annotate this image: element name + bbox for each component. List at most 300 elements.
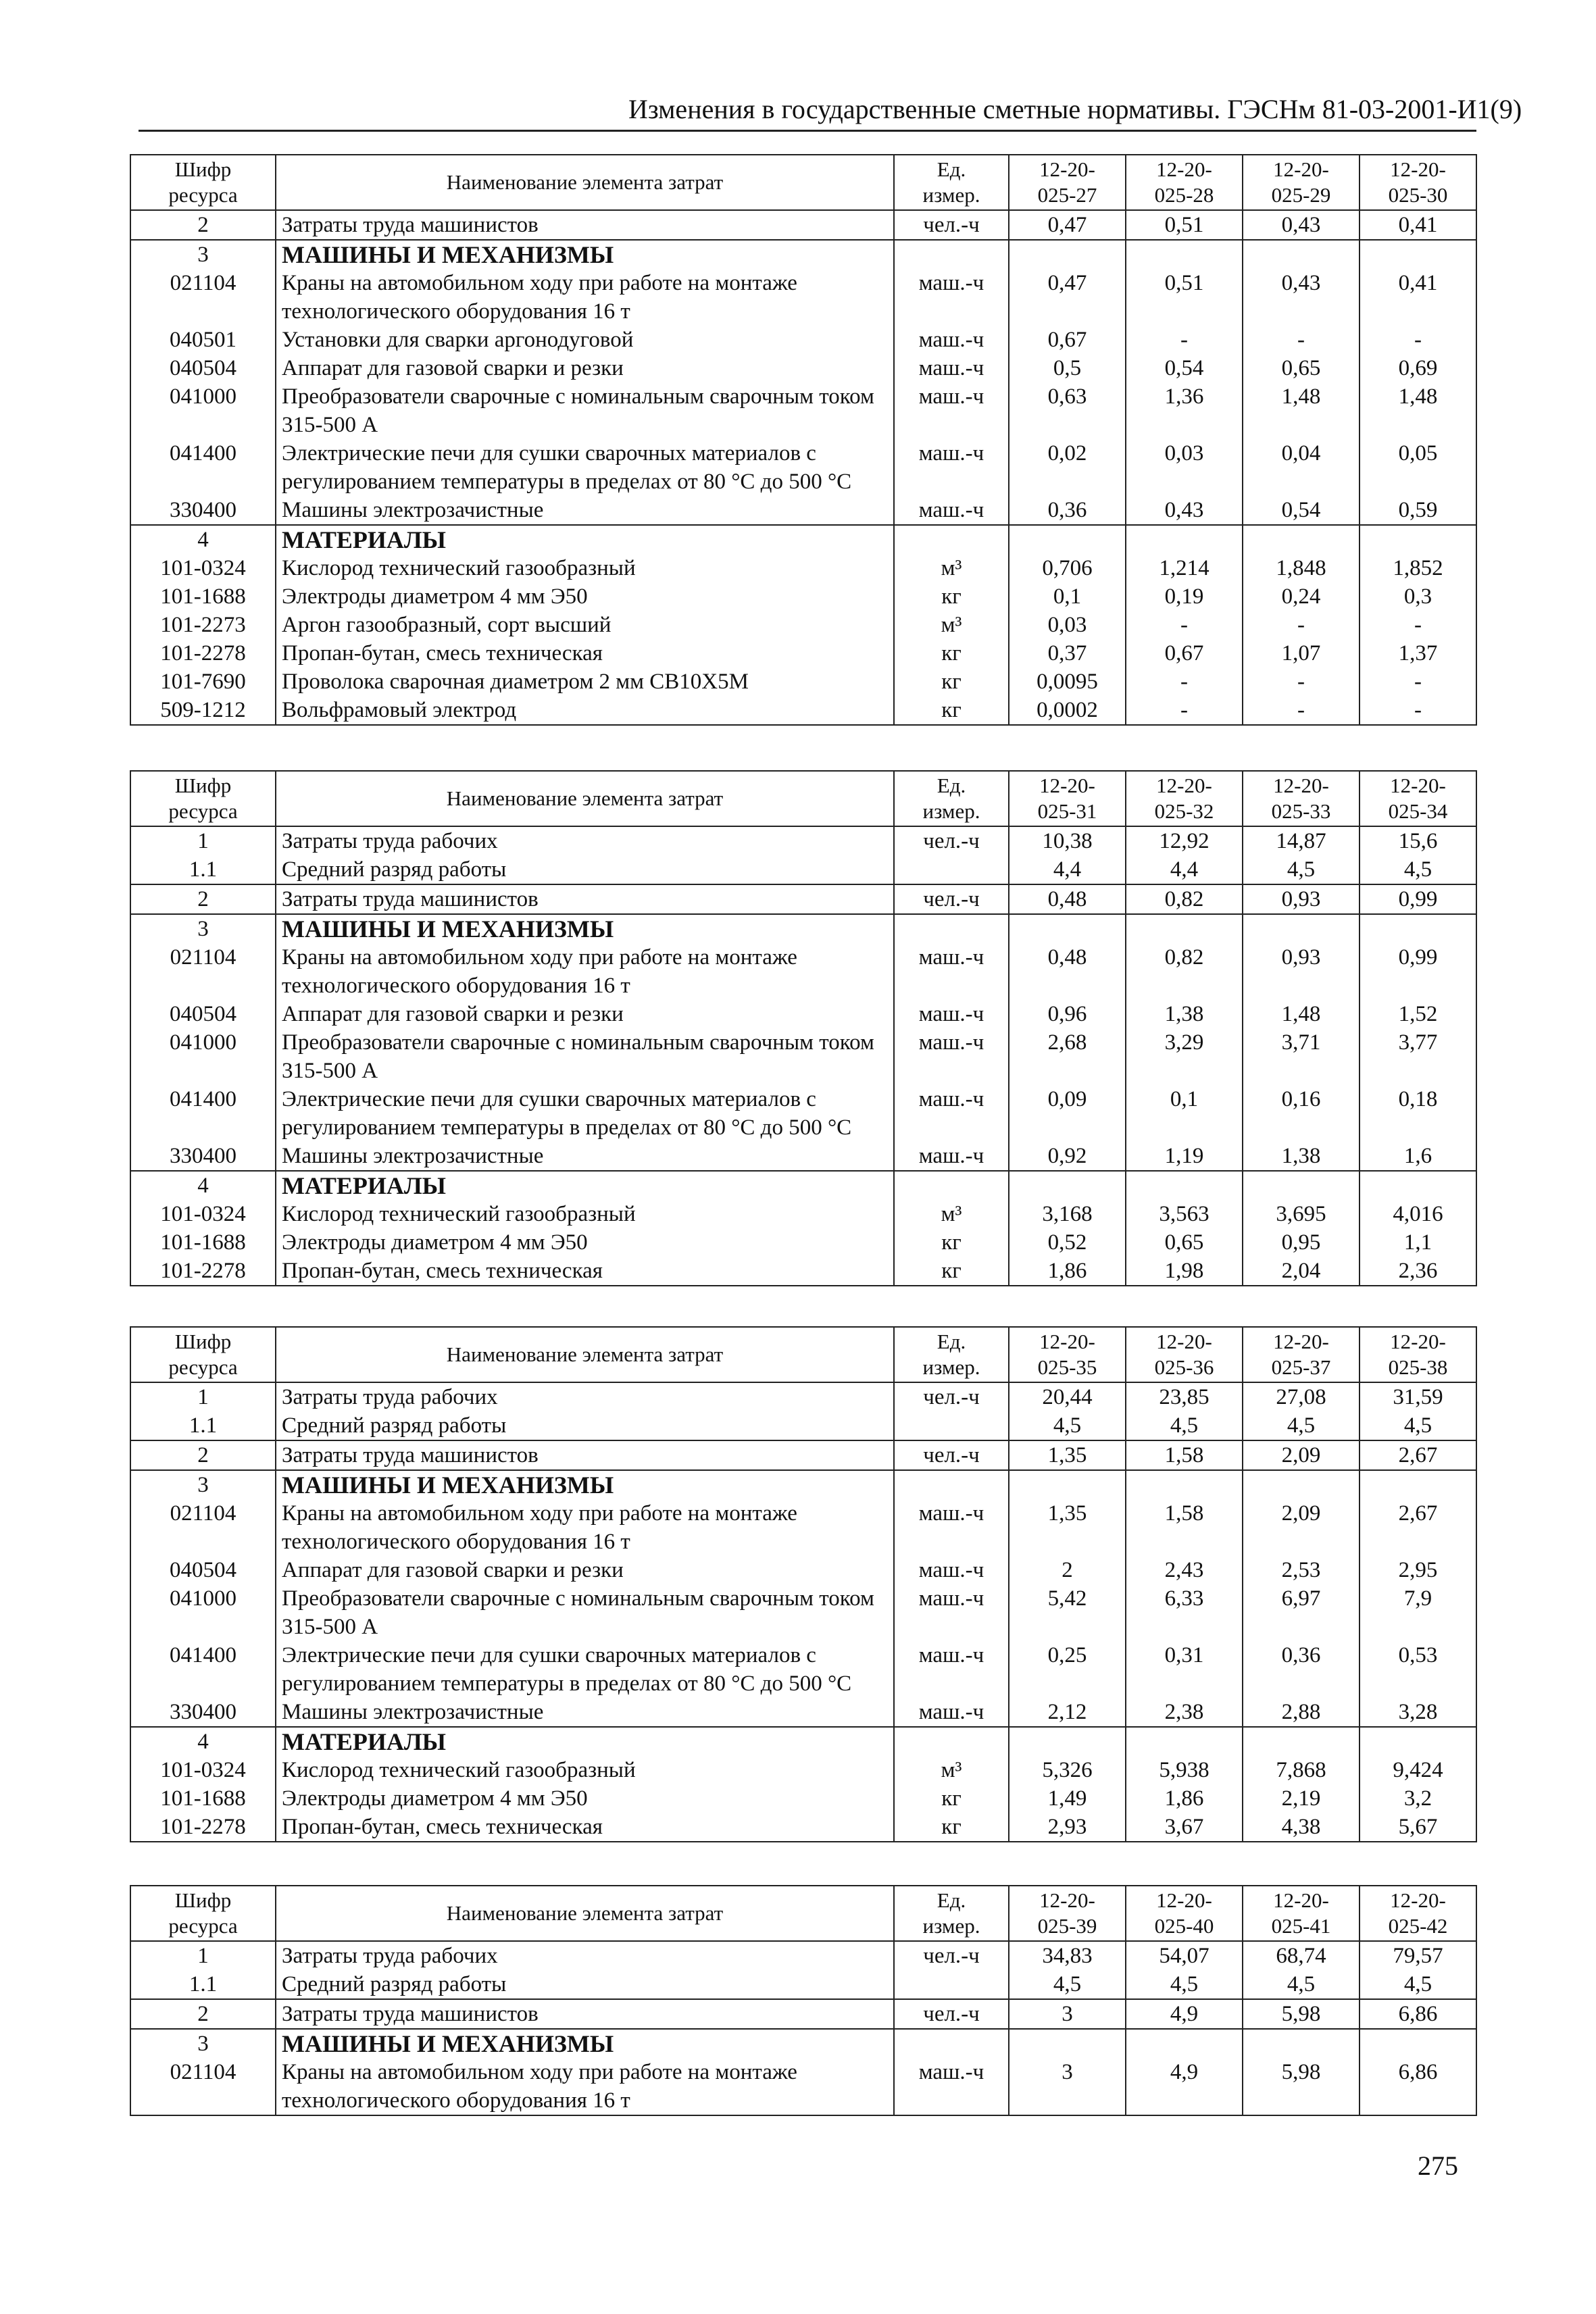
norm-value: 3,67 xyxy=(1126,1813,1243,1842)
norm-value xyxy=(1126,525,1243,554)
header-norm-code xyxy=(1126,155,1243,210)
resource-code: 1 xyxy=(130,826,276,855)
norm-value: 0,82 xyxy=(1126,943,1243,1000)
norm-value: 2,09 xyxy=(1243,1499,1360,1556)
norm-value: 3,563 xyxy=(1126,1200,1243,1228)
resource-code: 330400 xyxy=(130,1698,276,1727)
norm-value: 1,07 xyxy=(1243,639,1360,668)
resource-code: 021104 xyxy=(130,943,276,1000)
table-row xyxy=(130,439,1476,496)
norm-value: 0,0002 xyxy=(1009,696,1126,725)
resource-name: Затраты труда рабочих xyxy=(276,826,894,855)
table-row xyxy=(130,1440,1476,1470)
table-row xyxy=(130,382,1476,439)
resource-unit: маш.-ч xyxy=(894,1499,1009,1556)
resource-unit xyxy=(894,2029,1009,2058)
resource-name: Электрические печи для сушки сварочных материалов с регулированием температуры в пределах от 80 °С до 500 °С xyxy=(276,1641,894,1698)
table-row xyxy=(130,1584,1476,1641)
resource-unit: маш.-ч xyxy=(894,1698,1009,1727)
resource-code: 101-2278 xyxy=(130,639,276,668)
page-number: 275 xyxy=(1418,2150,1458,2181)
norm-value: 2,93 xyxy=(1009,1813,1126,1842)
resource-unit: маш.-ч xyxy=(894,1028,1009,1085)
header-norm-line: 12-20- xyxy=(1390,1330,1446,1353)
resource-name: Кислород технический газообразный xyxy=(276,554,894,582)
resource-code: 4 xyxy=(130,1727,276,1756)
resource-code: 1.1 xyxy=(130,1970,276,1999)
header-rule xyxy=(139,130,1476,132)
norm-value: 1,35 xyxy=(1009,1499,1126,1556)
table-row xyxy=(130,1000,1476,1028)
header-norm-code xyxy=(1360,1886,1476,1941)
resource-code: 4 xyxy=(130,525,276,554)
resource-name: Средний разряд работы xyxy=(276,1411,894,1440)
resource-unit: чел.-ч xyxy=(894,826,1009,855)
resource-name: Кислород технический газообразный xyxy=(276,1756,894,1784)
header-norm-code xyxy=(1009,1327,1126,1382)
norm-value: 1,848 xyxy=(1243,554,1360,582)
norm-value: 7,868 xyxy=(1243,1756,1360,1784)
resource-code: 509-1212 xyxy=(130,696,276,725)
resource-name: МАШИНЫ И МЕХАНИЗМЫ xyxy=(276,240,894,269)
norm-value: 0,1 xyxy=(1126,1085,1243,1142)
norm-value: 2,38 xyxy=(1126,1698,1243,1727)
norm-value: 4,4 xyxy=(1009,855,1126,884)
resource-name: МАТЕРИАЛЫ xyxy=(276,1727,894,1756)
norm-value xyxy=(1243,1727,1360,1756)
resource-unit: м³ xyxy=(894,554,1009,582)
norm-value: 4,5 xyxy=(1243,1970,1360,1999)
table-row xyxy=(130,1411,1476,1440)
norm-value: 9,424 xyxy=(1360,1756,1476,1784)
norm-value xyxy=(1009,1727,1126,1756)
header-norm-code xyxy=(1360,1327,1476,1382)
norm-value: 1,19 xyxy=(1126,1142,1243,1171)
norm-value xyxy=(1126,1727,1243,1756)
resource-unit: кг xyxy=(894,1228,1009,1257)
norm-value xyxy=(1009,525,1126,554)
resource-name: Машины электрозачистные xyxy=(276,1142,894,1171)
resource-name: Пропан-бутан, смесь техническая xyxy=(276,1813,894,1842)
header-norm-line: 025-28 xyxy=(1154,183,1214,207)
table-row xyxy=(130,826,1476,855)
resource-unit: чел.-ч xyxy=(894,1440,1009,1470)
header-unit xyxy=(894,771,1009,826)
table-row xyxy=(130,2058,1476,2115)
norm-value: 0,54 xyxy=(1126,354,1243,382)
resource-name: Установки для сварки аргонодуговой xyxy=(276,326,894,354)
resource-unit: кг xyxy=(894,1813,1009,1842)
header-norm-line: 025-30 xyxy=(1388,183,1448,207)
header-norm-line: 025-40 xyxy=(1154,1914,1214,1938)
header-name: Наименование элемента затрат xyxy=(276,1886,894,1941)
norm-value: 0,54 xyxy=(1243,496,1360,525)
resource-unit xyxy=(894,1470,1009,1499)
resource-code: 330400 xyxy=(130,1142,276,1171)
norm-value: 0,03 xyxy=(1126,439,1243,496)
norm-value: 2,67 xyxy=(1360,1499,1476,1556)
norm-value: 4,5 xyxy=(1126,1970,1243,1999)
table-header-row xyxy=(130,1327,1476,1382)
resource-unit: маш.-ч xyxy=(894,1085,1009,1142)
header-code xyxy=(130,771,276,826)
table-row xyxy=(130,496,1476,525)
resource-name: Аппарат для газовой сварки и резки xyxy=(276,354,894,382)
norm-value: 1,36 xyxy=(1126,382,1243,439)
resource-unit: кг xyxy=(894,1784,1009,1813)
table-row xyxy=(130,1970,1476,1999)
norm-value: 6,86 xyxy=(1360,2058,1476,2115)
norm-value: - xyxy=(1126,326,1243,354)
resource-unit: чел.-ч xyxy=(894,210,1009,240)
resource-name: Машины электрозачистные xyxy=(276,1698,894,1727)
resource-unit: кг xyxy=(894,668,1009,696)
resource-unit: маш.-ч xyxy=(894,269,1009,326)
norm-value: - xyxy=(1243,668,1360,696)
norm-value: 1,6 xyxy=(1360,1142,1476,1171)
resource-unit: маш.-ч xyxy=(894,943,1009,1000)
resource-unit xyxy=(894,240,1009,269)
resource-name: Затраты труда рабочих xyxy=(276,1382,894,1411)
norm-value: 0,48 xyxy=(1009,884,1126,914)
norm-value: 7,9 xyxy=(1360,1584,1476,1641)
header-norm-code xyxy=(1243,771,1360,826)
norm-value: - xyxy=(1126,611,1243,639)
table-row xyxy=(130,554,1476,582)
header-code xyxy=(130,155,276,210)
norm-value: 0,43 xyxy=(1243,210,1360,240)
norm-value: 0,36 xyxy=(1009,496,1126,525)
table-row xyxy=(130,1200,1476,1228)
resource-name: Электроды диаметром 4 мм Э50 xyxy=(276,1784,894,1813)
header-code xyxy=(130,1886,276,1941)
resource-code: 2 xyxy=(130,1999,276,2029)
norm-value: 0,67 xyxy=(1126,639,1243,668)
norm-value: 6,33 xyxy=(1126,1584,1243,1641)
resource-code: 040504 xyxy=(130,1556,276,1584)
table-row xyxy=(130,943,1476,1000)
resource-code: 101-0324 xyxy=(130,1756,276,1784)
header-norm-line: 025-42 xyxy=(1388,1914,1448,1938)
norm-value: 4,5 xyxy=(1126,1411,1243,1440)
resource-code: 021104 xyxy=(130,2058,276,2115)
resource-name: Аппарат для газовой сварки и резки xyxy=(276,1000,894,1028)
table-row xyxy=(130,1382,1476,1411)
resource-code: 101-0324 xyxy=(130,1200,276,1228)
norm-value: 0,31 xyxy=(1126,1641,1243,1698)
table-row xyxy=(130,1142,1476,1171)
norm-value: 0,51 xyxy=(1126,210,1243,240)
resource-code: 041000 xyxy=(130,382,276,439)
resource-unit xyxy=(894,1970,1009,1999)
norm-value: 0,41 xyxy=(1360,269,1476,326)
norm-value xyxy=(1009,1171,1126,1200)
norm-value: 3,29 xyxy=(1126,1028,1243,1085)
norm-value: 2,43 xyxy=(1126,1556,1243,1584)
header-unit-line: Ед. xyxy=(937,774,966,797)
resource-name: Затраты труда рабочих xyxy=(276,1941,894,1970)
table-row xyxy=(130,1556,1476,1584)
norm-value: 0,47 xyxy=(1009,210,1126,240)
table-row xyxy=(130,855,1476,884)
resource-name: МАШИНЫ И МЕХАНИЗМЫ xyxy=(276,1470,894,1499)
resource-unit: кг xyxy=(894,582,1009,611)
resource-unit: чел.-ч xyxy=(894,1382,1009,1411)
header-norm-line: 12-20- xyxy=(1273,1888,1329,1912)
resource-name: Затраты труда машинистов xyxy=(276,210,894,240)
resource-unit: кг xyxy=(894,1257,1009,1286)
norm-value: 1,49 xyxy=(1009,1784,1126,1813)
norm-value xyxy=(1360,1727,1476,1756)
norm-value: 0,96 xyxy=(1009,1000,1126,1028)
norm-value: 0,43 xyxy=(1243,269,1360,326)
header-norm-line: 12-20- xyxy=(1273,1330,1329,1353)
norm-value: 0,67 xyxy=(1009,326,1126,354)
header-code-line: ресурса xyxy=(168,183,238,207)
norm-value: 3,168 xyxy=(1009,1200,1126,1228)
resource-code: 021104 xyxy=(130,1499,276,1556)
header-norm-line: 025-37 xyxy=(1271,1355,1331,1379)
norm-value: 4,5 xyxy=(1360,1970,1476,1999)
resource-name: Затраты труда машинистов xyxy=(276,1440,894,1470)
norm-value: 0,706 xyxy=(1009,554,1126,582)
resource-code: 040504 xyxy=(130,1000,276,1028)
norm-value: - xyxy=(1360,696,1476,725)
norm-value: 0,36 xyxy=(1243,1641,1360,1698)
header-unit-line: измер. xyxy=(922,183,980,207)
resource-code: 101-2278 xyxy=(130,1813,276,1842)
norm-value: 4,5 xyxy=(1009,1970,1126,1999)
header-norm-line: 025-41 xyxy=(1271,1914,1331,1938)
norm-value: 0,95 xyxy=(1243,1228,1360,1257)
norm-value: 2,04 xyxy=(1243,1257,1360,1286)
header-code-line: Шифр xyxy=(174,774,232,797)
header-norm-line: 12-20- xyxy=(1156,1888,1212,1912)
resource-unit: маш.-ч xyxy=(894,1000,1009,1028)
resource-name: Краны на автомобильном ходу при работе на монтаже технологического оборудования 16 т xyxy=(276,269,894,326)
resource-code: 1 xyxy=(130,1941,276,1970)
norm-value: 1,98 xyxy=(1126,1257,1243,1286)
norm-value: 5,98 xyxy=(1243,1999,1360,2029)
norm-value: 0,5 xyxy=(1009,354,1126,382)
norm-value: 1,38 xyxy=(1126,1000,1243,1028)
header-code-line: Шифр xyxy=(174,157,232,181)
norm-value: 1,214 xyxy=(1126,554,1243,582)
resource-code: 021104 xyxy=(130,269,276,326)
norm-table-3 xyxy=(130,1326,1477,1842)
resource-code: 041000 xyxy=(130,1584,276,1641)
resource-code: 3 xyxy=(130,240,276,269)
resource-unit xyxy=(894,1411,1009,1440)
norm-value: 0,25 xyxy=(1009,1641,1126,1698)
norm-value: 5,67 xyxy=(1360,1813,1476,1842)
norm-value: 6,97 xyxy=(1243,1584,1360,1641)
resource-unit: маш.-ч xyxy=(894,1584,1009,1641)
norm-value: 5,42 xyxy=(1009,1584,1126,1641)
resource-code: 1 xyxy=(130,1382,276,1411)
norm-value: 4,5 xyxy=(1243,855,1360,884)
norm-value: 4,016 xyxy=(1360,1200,1476,1228)
resource-unit: чел.-ч xyxy=(894,884,1009,914)
header-norm-line: 12-20- xyxy=(1156,157,1212,181)
norm-value: 0,47 xyxy=(1009,269,1126,326)
norm-value: 4,5 xyxy=(1243,1411,1360,1440)
norm-value: 1,48 xyxy=(1243,382,1360,439)
norm-value: 79,57 xyxy=(1360,1941,1476,1970)
header-code-line: Шифр xyxy=(174,1330,232,1353)
norm-value: 3 xyxy=(1009,2058,1126,2115)
header-norm-code xyxy=(1126,1327,1243,1382)
header-norm-code xyxy=(1360,771,1476,826)
header-norm-line: 12-20- xyxy=(1390,157,1446,181)
resource-code: 330400 xyxy=(130,496,276,525)
norm-value: 1,35 xyxy=(1009,1440,1126,1470)
norm-value: 4,4 xyxy=(1126,855,1243,884)
norm-value xyxy=(1243,1470,1360,1499)
norm-value: 0,65 xyxy=(1243,354,1360,382)
resource-unit xyxy=(894,1171,1009,1200)
resource-unit: м³ xyxy=(894,1200,1009,1228)
norm-value: 0,59 xyxy=(1360,496,1476,525)
norm-value: - xyxy=(1243,611,1360,639)
header-norm-line: 025-39 xyxy=(1037,1914,1097,1938)
norm-value: 6,86 xyxy=(1360,1999,1476,2029)
norm-value: 68,74 xyxy=(1243,1941,1360,1970)
norm-value: 0,03 xyxy=(1009,611,1126,639)
resource-name: Вольфрамовый электрод xyxy=(276,696,894,725)
norm-value: 3,77 xyxy=(1360,1028,1476,1085)
norm-value: - xyxy=(1243,326,1360,354)
norm-value: 3 xyxy=(1009,1999,1126,2029)
header-norm-code xyxy=(1009,1886,1126,1941)
table-header-row xyxy=(130,1886,1476,1941)
header-norm-code xyxy=(1126,771,1243,826)
norm-value: 4,38 xyxy=(1243,1813,1360,1842)
norm-value: 1,1 xyxy=(1360,1228,1476,1257)
norm-value: 2,36 xyxy=(1360,1257,1476,1286)
norm-value: 3,695 xyxy=(1243,1200,1360,1228)
resource-unit xyxy=(894,914,1009,943)
norm-value: 4,5 xyxy=(1009,1411,1126,1440)
norm-value: 27,08 xyxy=(1243,1382,1360,1411)
norm-value: 2,88 xyxy=(1243,1698,1360,1727)
resource-name: Машины электрозачистные xyxy=(276,496,894,525)
resource-name: Аргон газообразный, сорт высший xyxy=(276,611,894,639)
resource-name: Краны на автомобильном ходу при работе на монтаже технологического оборудования 16 т xyxy=(276,2058,894,2115)
resource-name: Средний разряд работы xyxy=(276,855,894,884)
resource-unit: маш.-ч xyxy=(894,382,1009,439)
resource-name: Аппарат для газовой сварки и резки xyxy=(276,1556,894,1584)
table-row xyxy=(130,1499,1476,1556)
norm-value: 3,28 xyxy=(1360,1698,1476,1727)
table-row xyxy=(130,1228,1476,1257)
header-code-line: ресурса xyxy=(168,799,238,823)
header-norm-code xyxy=(1360,155,1476,210)
resource-code: 101-0324 xyxy=(130,554,276,582)
norm-value: 0,3 xyxy=(1360,582,1476,611)
resource-unit: маш.-ч xyxy=(894,354,1009,382)
norm-value: 5,938 xyxy=(1126,1756,1243,1784)
norm-table-4 xyxy=(130,1885,1477,2116)
header-norm-line: 12-20- xyxy=(1156,1330,1212,1353)
header-unit-line: Ед. xyxy=(937,1330,966,1353)
table-row xyxy=(130,1784,1476,1813)
table-row xyxy=(130,639,1476,668)
resource-unit: кг xyxy=(894,696,1009,725)
norm-value: 15,6 xyxy=(1360,826,1476,855)
norm-value xyxy=(1009,1470,1126,1499)
norm-value: 23,85 xyxy=(1126,1382,1243,1411)
header-code-line: Шифр xyxy=(174,1888,232,1912)
header-unit xyxy=(894,1327,1009,1382)
table-row xyxy=(130,668,1476,696)
header-norm-line: 12-20- xyxy=(1039,1330,1095,1353)
norm-value: 3,71 xyxy=(1243,1028,1360,1085)
norm-value: 3,2 xyxy=(1360,1784,1476,1813)
header-norm-code xyxy=(1243,155,1360,210)
resource-code: 4 xyxy=(130,1171,276,1200)
norm-value: 20,44 xyxy=(1009,1382,1126,1411)
table-row xyxy=(130,1941,1476,1970)
resource-name: Пропан-бутан, смесь техническая xyxy=(276,1257,894,1286)
norm-value: 0,43 xyxy=(1126,496,1243,525)
header-unit xyxy=(894,1886,1009,1941)
header-norm-line: 12-20- xyxy=(1273,157,1329,181)
resource-code: 041400 xyxy=(130,439,276,496)
resource-code: 040501 xyxy=(130,326,276,354)
resource-code: 101-7690 xyxy=(130,668,276,696)
norm-value: 0,99 xyxy=(1360,943,1476,1000)
norm-value xyxy=(1009,2029,1126,2058)
table-header-row xyxy=(130,771,1476,826)
norm-value xyxy=(1126,1171,1243,1200)
table-row xyxy=(130,582,1476,611)
norm-value: 0,93 xyxy=(1243,943,1360,1000)
norm-value: 0,69 xyxy=(1360,354,1476,382)
norm-value xyxy=(1009,914,1126,943)
norm-value: 54,07 xyxy=(1126,1941,1243,1970)
norm-value: 10,38 xyxy=(1009,826,1126,855)
norm-value: 0,19 xyxy=(1126,582,1243,611)
resource-code: 3 xyxy=(130,2029,276,2058)
norm-value: 4,9 xyxy=(1126,1999,1243,2029)
resource-name: Электрические печи для сушки сварочных материалов с регулированием температуры в пределах от 80 °С до 500 °С xyxy=(276,1085,894,1142)
norm-value: 0,48 xyxy=(1009,943,1126,1000)
norm-value xyxy=(1009,240,1126,269)
norm-value: 1,37 xyxy=(1360,639,1476,668)
resource-code: 040504 xyxy=(130,354,276,382)
norm-value: 5,326 xyxy=(1009,1756,1126,1784)
norm-value: 0,24 xyxy=(1243,582,1360,611)
header-unit-line: Ед. xyxy=(937,1888,966,1912)
norm-value: 1,58 xyxy=(1126,1499,1243,1556)
resource-code: 041400 xyxy=(130,1641,276,1698)
norm-value: 0,51 xyxy=(1126,269,1243,326)
resource-unit xyxy=(894,525,1009,554)
norm-value xyxy=(1243,1171,1360,1200)
header-norm-code xyxy=(1009,155,1126,210)
resource-unit: маш.-ч xyxy=(894,496,1009,525)
table-row xyxy=(130,1727,1476,1756)
resource-code: 2 xyxy=(130,884,276,914)
norm-value: 0,37 xyxy=(1009,639,1126,668)
header-norm-line: 12-20- xyxy=(1039,1888,1095,1912)
norm-value: 0,18 xyxy=(1360,1085,1476,1142)
resource-unit: маш.-ч xyxy=(894,1556,1009,1584)
table-row xyxy=(130,326,1476,354)
norm-value xyxy=(1360,2029,1476,2058)
resource-unit: кг xyxy=(894,639,1009,668)
